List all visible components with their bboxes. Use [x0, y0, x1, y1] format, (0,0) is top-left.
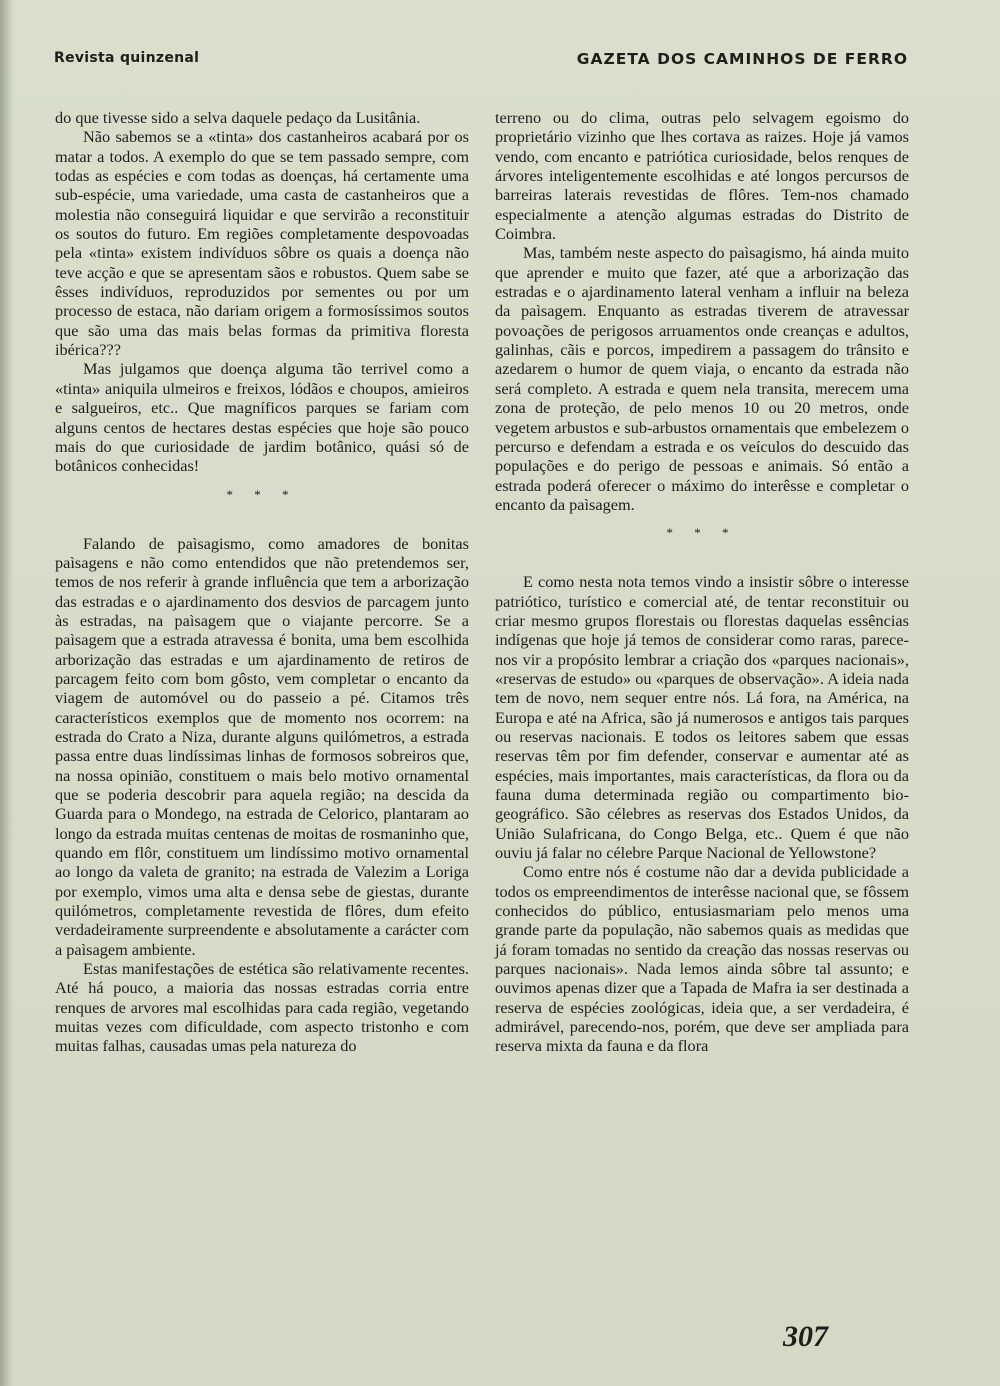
paragraph: do que tivesse sido a selva daquele pedaço da Lusitânia.	[55, 108, 421, 127]
paragraph: Mas, também neste aspecto do paìsagismo, há ainda muito que aprender e muito que fazer, até que a arborização das estradas e o ajardinamento lateral venham a influir na beleza da paìsagem. Enquanto as estradas tiverem de atravessar povoações de perigosos arruamentos onde creanças e adultos, galinhas, cãis e porcos, impedirem a passagem do trânsito e azedarem o humor de quem viaja, o encanto da estrada não será completo. A estrada e quem nela transita, merecem uma zona de proteção, de pelo menos 10 ou 20 metros, onde vegetem arbustos e sub-arbustos ornamentais que embelezem o percurso e defendam a estrada e os veículos do descuido das populações e do perigo de pessoas e animais. Só então a estrada poderá oferecer o máximo do interêsse e completar o encanto da paìsagem.	[495, 243, 909, 514]
running-header-right: GAZETA DOS CAMINHOS DE FERRO	[576, 50, 908, 68]
paragraph: Estas manifestações de estética são relativamente recentes. Até há pouco, a maioria das nossas estradas corria entre renques de arvores mal escolhidas para cada região, vegetando muitas vezes com dificuldade, com aspecto tristonho e com muitas falhas, causadas umas pela natureza do	[55, 959, 469, 1056]
paragraph: E como nesta nota temos vindo a insistir sôbre o interesse patriótico, turístico e comercial até, de tentar reconstituir ou criar mesmo grupos florestais ou florestas daquelas essências indígenas que hoje já temos de considerar como raras, parece-nos vir a propósito lembrar a criação dos «parques nacionais», «reservas de estudo» ou «parques de observação». A ideia nada tem de novo, nem sequer entre nós. Lá fora, na América, na Europa e até na Africa, são já numerosos e antigos tais parques ou reservas nacionais. E todos os leitores sabem que essas reservas têm por fim defender, conservar e aumentar até as espécies, mais importantes, mais características, da flora ou da fauna duma determinada região ou compartimento bio-geográfico. São célebres as reservas dos Estados Unidos, da União Sulafricana, do Congo Belga, etc.. Quem é que não ouviu já falar no célebre Parque Nacional de Yellowstone?	[495, 572, 909, 863]
section-separator: * * *	[226, 486, 298, 502]
page-edge	[0, 0, 13, 1386]
section-separator: * * *	[666, 525, 738, 541]
paragraph: Falando de paìsagismo, como amadores de bonitas paìsagens e não como entendidos que não pretendemos ser, temos de nos referir à grande influência que tem a arborização das estradas e o ajardinamento dos desvios de parcagem junto às estradas, na paìsagem que o viajante percorre. Se a paìsagem que a estrada atravessa é bonita, uma bem escolhida arborização das estradas e um ajardinamento de retiros de parcagem feito com bom gôsto, vem completar o encanto da viagem de automóvel ou do passeio a pé. Citamos três característicos exemplos que de momento nos ocorrem: na estrada do Crato a Niza, durante alguns quilómetros, a estrada passa entre duas lindíssimas linhas de formosos sobreiros que, na nossa opinião, constituem o mais belo motivo ornamental que se poderia descobrir para aquela região; na descida da Guarda para o Mondego, na estrada de Celorico, plantaram ao longo da estrada muitas centenas de moitas de rosmaninho que, quando em flôr, constituem um lindíssimo motivo ornamental ao longo da valeta de granito; na estrada de Valezim a Loriga por exemplo, vimos uma alta e densa sebe de giestas, durante quilómetros, completamente revestida de flôres, dum efeito verdadeiramente surpreendente e absolutamente a carácter com a paìsagem ambiente.	[55, 533, 469, 959]
page-number: 307	[783, 1320, 828, 1353]
paragraph: Como entre nós é costume não dar a devida publicidade a todos os empreendimentos de interêsse nacional que, se fôssem conhecidos do público, entusiasmariam pelo menos uma grande parte da população, não sabemos quais as medidas que já foram tomadas no sentido da creação das nossas reservas ou parques nacionais». Nada lemos ainda sôbre tal assunto; e ouvimos apenas dizer que a Tapada de Mafra ia ser destinada a reserva de espécies zoológicas, ideia que, a ser verdadeira, é admirável, parecendo-nos, porém, que deve ser ampliada para reserva mixta da fauna e da flora	[495, 862, 909, 1056]
paragraph: Não sabemos se a «tinta» dos castanheiros acabará por os matar a todos. A exemplo do que se tem passado sempre, com todas as espécies e com todas as doenças, há certamente uma sub-espécie, uma variedade, uma casta de castanheiros que a molestia não conseguirá liquidar e que servirão a reconstituir os soutos do futuro. Em regiões completamente despovoadas pela «tinta» existem indivíduos sôbre os quais a doença não teve acção e que se apresentam sãos e robustos. Quem sabe se êsses indivíduos, reproduzidos por sementes ou por um processo de estaca, não dariam origem a formosíssimos soutos que são uma das mais belas formas da primitiva floresta ibérica???	[55, 127, 469, 360]
paragraph: Mas julgamos que doença alguma tão terrivel como a «tinta» aniquila ulmeiros e freixos, lódãos e choupos, amieiros e salgueiros, etc.. Que magníficos parques se fariam com alguns centos de hectares destas espécies que hoje são pouco mais do que curiosidade de jardim botânico, quási só de botânicos conhecidas!	[55, 359, 469, 476]
right-column	[495, 108, 909, 1056]
paragraph: terreno ou do clima, outras pelo selvagem egoismo do proprietário vizinho que lhes cortava as raizes. Hoje já vamos vendo, com encanto e patriótica curiosidade, belos renques de árvores inteligentemente escolhidas e até longos percursos de barreiras laterais revestidas de flôres. Tem-nos chamado especialmente a atenção algumas estradas do Distrito de Coimbra.	[495, 108, 909, 244]
left-column	[55, 108, 469, 1056]
running-header-left: Revista quinzenal	[54, 50, 200, 66]
